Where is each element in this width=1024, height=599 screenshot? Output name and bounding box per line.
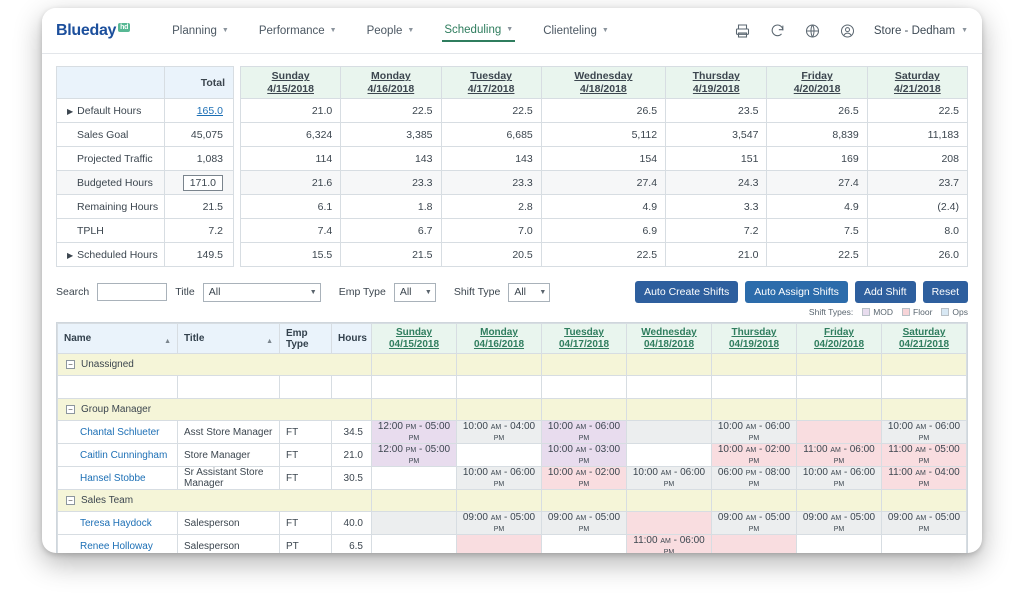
cell-scheduled-hours-sunday: 15.5 [241,243,341,267]
column-header-emp-type[interactable]: Emp Type [280,324,332,354]
nav-label-performance: Performance [258,24,325,37]
legend-label-floor: Floor [913,307,933,317]
logo-text: Blueday [56,21,117,39]
cell-budgeted-hours-monday: 23.3 [341,171,441,195]
cell-projected-traffic-monday: 143 [341,147,441,171]
shift-type-legend [56,307,968,317]
cell-projected-traffic-wednesday: 154 [541,147,665,171]
shift-cell[interactable]: 10:00 AM - 06:00 PM [542,421,627,444]
cell-tplh-friday: 7.5 [767,219,867,243]
sort-arrow-icon: ▲ [164,337,171,345]
emp-type-filter-select[interactable] [394,283,436,302]
table-row[interactable] [58,444,967,467]
shift-cell[interactable]: 10:00 AM - 02:00 PM [542,467,627,490]
legend-label-mod: MOD [873,307,894,317]
employee-emp-type: FT [280,467,332,490]
summary-values-sales-goal [241,123,968,147]
chevron-down-icon: ▼ [961,27,968,34]
summary-total-projected-traffic: 1,083 [165,147,234,171]
summary-label-sales-goal: Sales Goal [77,128,129,141]
collapse-icon[interactable]: − [66,405,75,414]
shift-cell[interactable] [457,535,542,554]
shift-cell[interactable] [797,421,882,444]
schedule-table [56,322,968,553]
shift-cell[interactable]: 11:00 AM - 05:00 PM [882,444,967,467]
cell-projected-traffic-sunday: 114 [241,147,341,171]
summary-row-projected-traffic [57,147,234,171]
title-filter-select[interactable] [203,283,321,302]
summary-total-default-hours[interactable]: 165.0 [196,104,223,117]
shift-cell[interactable]: 10:00 AM - 06:00 PM [627,467,712,490]
emp-type-filter-value: All [399,286,412,298]
user-icon[interactable] [839,23,856,39]
employee-link-caitlin-cunningham[interactable]: Caitlin Cunningham [80,449,168,461]
shift-cell[interactable] [372,512,457,535]
cell-tplh-sunday: 7.4 [241,219,341,243]
shift-cell[interactable]: 10:00 AM - 06:00 PM [797,467,882,490]
nav-item-scheduling[interactable] [442,20,515,42]
shift-cell[interactable]: 10:00 AM - 06:00 PM [457,467,542,490]
table-row[interactable] [58,535,967,554]
employee-hours: 30.5 [332,467,372,490]
shift-cell[interactable]: 11:00 AM - 06:00 PM [797,444,882,467]
employee-emp-type: FT [280,421,332,444]
shift-cell[interactable]: 10:00 AM - 03:00 PM [542,444,627,467]
shift-cell[interactable] [372,535,457,554]
emp-type-label: Emp Type [338,286,386,298]
sort-arrow-icon: ▲ [266,337,273,345]
column-header-monday[interactable]: Monday 04/16/2018 [457,324,542,354]
cell-default-hours-monday: 22.5 [341,99,441,123]
app-window [42,8,982,553]
chevron-down-icon: ▼ [601,27,609,34]
budgeted-hours-input[interactable]: 171.0 [183,175,223,191]
summary-day-header-wednesday[interactable]: Wednesday 4/18/2018 [541,67,665,99]
top-right-actions [734,23,968,39]
cell-remaining-hours-thursday: 3.3 [666,195,767,219]
chevron-down-icon: ▼ [407,27,415,34]
store-selector-label: Store - Dedham [873,24,956,37]
collapse-icon[interactable]: − [66,496,75,505]
employee-hours: 34.5 [332,421,372,444]
shift-cell[interactable] [627,421,712,444]
cell-tplh-saturday: 8.0 [867,219,967,243]
app-logo[interactable] [56,22,130,40]
summary-label-budgeted-hours: Budgeted Hours [77,176,153,189]
table-row[interactable] [58,467,967,490]
summary-day-header-thursday[interactable]: Thursday 4/19/2018 [666,67,767,99]
cell-budgeted-hours-sunday: 21.6 [241,171,341,195]
cell-tplh-monday: 6.7 [341,219,441,243]
cell-remaining-hours-saturday: (2.4) [867,195,967,219]
cell-sales-goal-sunday: 6,324 [241,123,341,147]
column-header-friday[interactable]: Friday 04/20/2018 [797,324,882,354]
nav-label-planning: Planning [172,24,217,37]
cell-default-hours-sunday: 21.0 [241,99,341,123]
shift-cell[interactable]: 12:00 PM - 05:00 PM [372,421,457,444]
legend-item-mod [862,307,893,317]
legend-label-ops: Ops [952,307,968,317]
summary-total-sales-goal: 45,075 [165,123,234,147]
group-label-unassigned: Unassigned [81,359,134,370]
main-menu [170,20,611,42]
shift-cell[interactable] [457,444,542,467]
cell-scheduled-hours-thursday: 21.0 [666,243,767,267]
shift-cell[interactable] [627,512,712,535]
shift-cell[interactable] [882,535,967,554]
cell-default-hours-thursday: 23.5 [666,99,767,123]
employee-title: Sr Assistant Store Manager [178,467,280,490]
cell-sales-goal-friday: 8,839 [767,123,867,147]
column-header-sunday[interactable]: Sunday 04/15/2018 [372,324,457,354]
shift-cell[interactable] [627,444,712,467]
schedule-header-row [58,324,967,354]
cell-budgeted-hours-thursday: 24.3 [666,171,767,195]
cell-budgeted-hours-tuesday: 23.3 [441,171,541,195]
summary-day-header-saturday[interactable]: Saturday 4/21/2018 [867,67,967,99]
collapse-icon[interactable]: − [66,360,75,369]
shift-cell[interactable] [797,535,882,554]
cell-remaining-hours-friday: 4.9 [767,195,867,219]
summary-row-default-hours [57,99,234,123]
summary-day-header-tuesday[interactable]: Tuesday 4/17/2018 [441,67,541,99]
cell-projected-traffic-thursday: 151 [666,147,767,171]
shift-cell[interactable]: 12:00 PM - 05:00 PM [372,444,457,467]
shift-cell[interactable] [372,467,457,490]
column-header-wednesday[interactable]: Wednesday 04/18/2018 [627,324,712,354]
group-row-sales-team[interactable] [58,490,967,512]
employee-hours: 40.0 [332,512,372,535]
cell-tplh-tuesday: 7.0 [441,219,541,243]
nav-label-people: People [366,24,403,37]
chevron-down-icon: ▼ [539,288,547,296]
shift-cell[interactable]: 10:00 AM - 06:00 PM [712,421,797,444]
employee-title: Salesperson [178,535,280,554]
nav-label-scheduling: Scheduling [444,23,502,36]
shift-cell[interactable] [712,535,797,554]
cell-budgeted-hours-saturday: 23.7 [867,171,967,195]
summary-values-scheduled-hours [241,243,968,267]
shift-cell[interactable]: 10:00 AM - 04:00 PM [457,421,542,444]
cell-default-hours-wednesday: 26.5 [541,99,665,123]
cell-scheduled-hours-monday: 21.5 [341,243,441,267]
group-row-unassigned[interactable] [58,354,967,376]
column-header-title[interactable]: Title ▲ [178,324,280,354]
search-label: Search [56,286,90,298]
chevron-down-icon: ▼ [424,288,432,296]
summary-metrics [56,66,968,267]
shift-type-filter-select[interactable] [508,283,550,302]
employee-link-renee-holloway[interactable]: Renee Holloway [80,540,153,552]
summary-row-remaining-hours [57,195,234,219]
summary-values-default-hours [241,99,968,123]
legend-swatch-floor [902,308,910,316]
title-label: Title [175,286,195,298]
column-header-thursday[interactable]: Thursday 04/19/2018 [712,324,797,354]
cell-sales-goal-monday: 3,385 [341,123,441,147]
employee-link-hansel-stobbe[interactable]: Hansel Stobbe [80,472,146,484]
logo-badge: hd [120,23,129,31]
cell-budgeted-hours-friday: 27.4 [767,171,867,195]
summary-total-scheduled-hours: 149.5 [165,243,234,267]
employee-hours: 21.0 [332,444,372,467]
nav-item-planning[interactable] [170,21,231,41]
employee-link-teresa-haydock[interactable]: Teresa Haydock [80,517,152,529]
summary-row-budgeted-hours [57,171,234,195]
column-header-saturday[interactable]: Saturday 04/21/2018 [882,324,967,354]
action-buttons [635,281,968,303]
nav-item-people[interactable] [365,21,417,41]
summary-day-header-monday[interactable]: Monday 4/16/2018 [341,67,441,99]
summary-values-projected-traffic [241,147,968,171]
summary-row-scheduled-hours [57,243,234,267]
summary-left-grid [56,66,234,267]
summary-label-projected-traffic: Projected Traffic [77,152,153,165]
summary-day-header-friday[interactable]: Friday 4/20/2018 [767,67,867,99]
reset-button[interactable]: Reset [923,281,968,303]
legend-item-ops [941,307,968,317]
print-icon[interactable] [734,23,751,39]
chevron-down-icon: ▼ [506,26,514,33]
chevron-down-icon: ▼ [329,27,337,34]
cell-remaining-hours-tuesday: 2.8 [441,195,541,219]
summary-days-grid [240,66,968,267]
column-header-name[interactable]: Name ▲ [58,324,178,354]
cell-remaining-hours-wednesday: 4.9 [541,195,665,219]
shift-cell[interactable]: 11:00 AM - 04:00 PM [882,467,967,490]
add-shift-button[interactable]: Add Shift [855,281,916,303]
cell-tplh-wednesday: 6.9 [541,219,665,243]
shift-cell[interactable] [542,535,627,554]
nav-label-clienteling: Clienteling [543,24,597,37]
shift-cell[interactable]: 09:00 AM - 05:00 PM [882,512,967,535]
employee-emp-type: FT [280,444,332,467]
summary-total-remaining-hours: 21.5 [165,195,234,219]
summary-label-tplh: TPLH [77,224,104,237]
column-header-hours[interactable]: Hours [332,324,372,354]
cell-scheduled-hours-wednesday: 22.5 [541,243,665,267]
group-label-group-manager: Group Manager [81,404,152,415]
refresh-icon[interactable] [769,23,786,39]
cell-default-hours-saturday: 22.5 [867,99,967,123]
cell-scheduled-hours-friday: 22.5 [767,243,867,267]
employee-title: Asst Store Manager [178,421,280,444]
chevron-down-icon: ▼ [221,27,229,34]
summary-day-header-sunday[interactable]: Sunday 4/15/2018 [241,67,341,99]
shift-cell[interactable]: 09:00 AM - 05:00 PM [797,512,882,535]
cell-remaining-hours-monday: 1.8 [341,195,441,219]
table-row[interactable] [58,421,967,444]
table-row[interactable] [58,512,967,535]
table-row[interactable] [58,376,967,399]
summary-values-remaining-hours [241,195,968,219]
employee-title: Store Manager [178,444,280,467]
employee-link-chantal-schlueter[interactable]: Chantal Schlueter [80,426,160,438]
cell-sales-goal-tuesday: 6,685 [441,123,541,147]
search-input[interactable] [97,283,167,301]
shift-cell[interactable]: 10:00 AM - 06:00 PM [882,421,967,444]
expand-arrow-icon[interactable]: ▶ [67,106,74,116]
summary-row-sales-goal [57,123,234,147]
auto-assign-shifts-button[interactable]: Auto Assign Shifts [745,281,848,303]
cell-sales-goal-thursday: 3,547 [666,123,767,147]
summary-values-tplh [241,219,968,243]
filter-bar [56,281,968,303]
cell-sales-goal-saturday: 11,183 [867,123,967,147]
summary-label-default-hours: Default Hours [77,104,142,117]
cell-budgeted-hours-wednesday: 27.4 [541,171,665,195]
shift-cell[interactable]: 09:00 AM - 05:00 PM [542,512,627,535]
legend-item-floor [902,307,932,317]
cell-projected-traffic-tuesday: 143 [441,147,541,171]
nav-item-performance[interactable] [257,21,339,41]
shift-cell[interactable]: 09:00 AM - 05:00 PM [712,512,797,535]
employee-emp-type: FT [280,512,332,535]
column-header-tuesday[interactable]: Tuesday 04/17/2018 [542,324,627,354]
auto-create-shifts-button[interactable]: Auto Create Shifts [635,281,738,303]
cell-default-hours-friday: 26.5 [767,99,867,123]
summary-label-scheduled-hours: Scheduled Hours [77,248,158,261]
cell-remaining-hours-sunday: 6.1 [241,195,341,219]
cell-projected-traffic-friday: 169 [767,147,867,171]
cell-scheduled-hours-tuesday: 20.5 [441,243,541,267]
shift-cell[interactable]: 09:00 AM - 05:00 PM [457,512,542,535]
legend-swatch-mod [862,308,870,316]
summary-total-header: Total [165,67,234,99]
cell-scheduled-hours-saturday: 26.0 [867,243,967,267]
title-filter-value: All [208,286,221,298]
group-row-group-manager[interactable] [58,399,967,421]
cell-sales-goal-wednesday: 5,112 [541,123,665,147]
cell-projected-traffic-saturday: 208 [867,147,967,171]
store-selector[interactable] [874,25,968,37]
employee-title: Salesperson [178,512,280,535]
summary-label-remaining-hours: Remaining Hours [77,200,159,213]
top-navigation-bar [42,8,982,54]
summary-total-tplh: 7.2 [165,219,234,243]
group-label-sales-team: Sales Team [81,495,134,506]
chevron-down-icon: ▼ [309,288,317,296]
shift-cell[interactable]: 06:00 PM - 08:00 PM [712,467,797,490]
legend-label: Shift Types: [808,307,854,317]
shift-type-label: Shift Type [453,286,501,298]
nav-item-clienteling[interactable] [541,21,611,41]
cell-tplh-thursday: 7.2 [666,219,767,243]
shift-cell[interactable]: 10:00 AM - 02:00 PM [712,444,797,467]
legend-swatch-ops [941,308,949,316]
shift-cell[interactable]: 11:00 AM - 06:00 PM [627,535,712,554]
summary-row-tplh [57,219,234,243]
globe-icon[interactable] [804,23,821,39]
cell-default-hours-tuesday: 22.5 [441,99,541,123]
employee-hours: 6.5 [332,535,372,554]
employee-emp-type: PT [280,535,332,554]
shift-type-filter-value: All [514,286,527,298]
expand-arrow-icon[interactable]: ▶ [67,250,74,260]
summary-values-budgeted-hours [241,171,968,195]
